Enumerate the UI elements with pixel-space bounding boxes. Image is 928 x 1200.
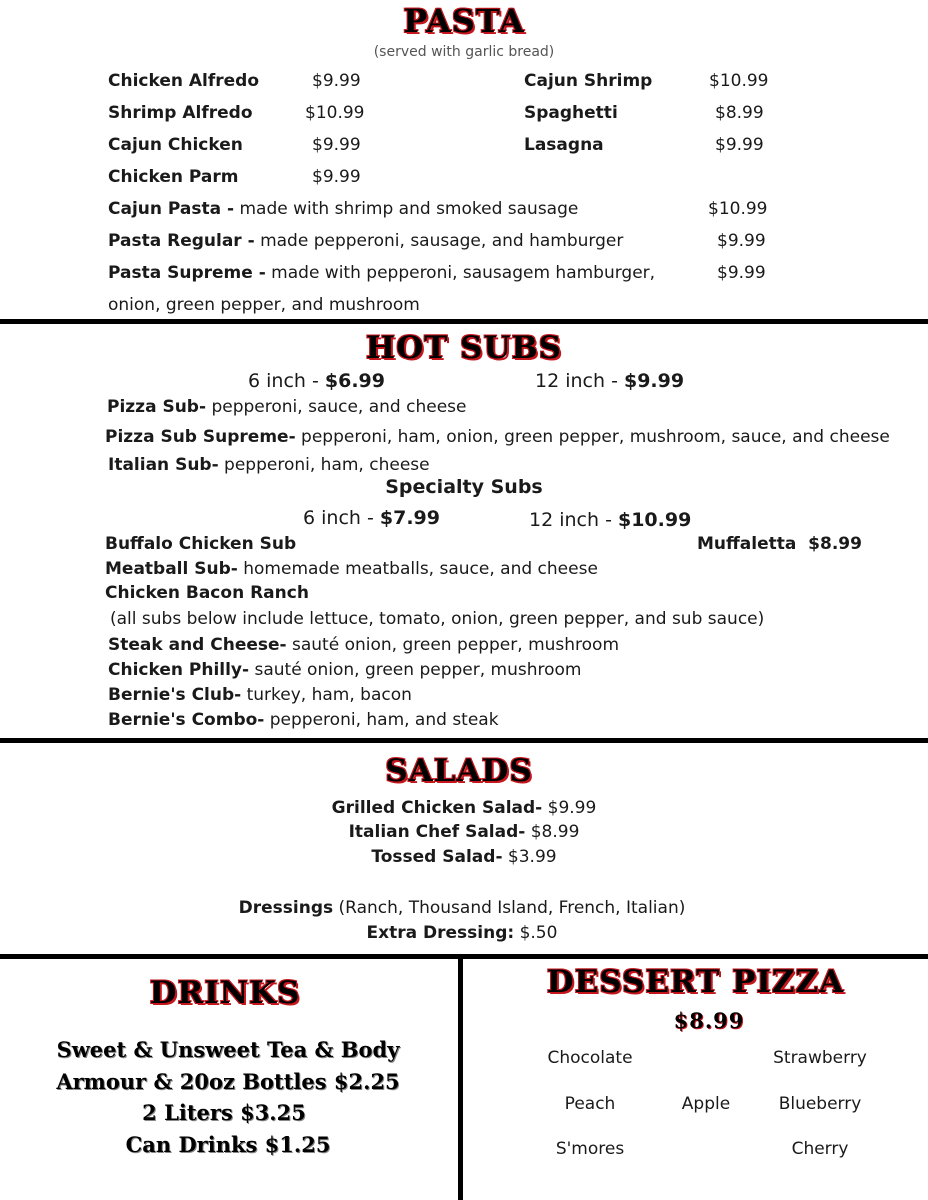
pasta-special-price: $9.99 [717,263,766,283]
pasta-special-desc: made pepperoni, sausage, and hamburger [254,231,624,251]
pasta-note: (served with garlic bread) [373,44,555,60]
sub-item-name: Pizza Sub- [107,397,207,417]
salad-item-name: Tossed Salad- [371,847,503,867]
salads-title: SALADS [385,753,533,789]
hot-subs-title: HOT SUBS [365,330,563,366]
pasta-item-price: $9.99 [312,135,361,155]
sub-item-name: Bernie's Combo- [108,710,265,730]
sub-size-price: $6.99 [324,370,385,392]
dessert-flavor: Chocolate [547,1048,633,1068]
pasta-item-price: $10.99 [709,71,769,91]
sub-item-desc: pepperoni, ham, onion, green pepper, mushroom, sauce, and cheese [295,427,890,447]
drinks-line: Can Drinks $1.25 [125,1132,331,1157]
subs-note: (all subs below include lettuce, tomato, onion, green pepper, and sub sauce) [110,609,765,629]
sub-item-bacon-ranch: Chicken Bacon Ranch [105,583,309,603]
dessert-flavor: Blueberry [778,1094,862,1114]
pasta-item-name: Chicken Alfredo [108,71,260,91]
sub-item [105,427,890,447]
pasta-item-price: $10.99 [305,103,365,123]
dressings-line [0,898,924,918]
pasta-item-name: Spaghetti [524,103,618,123]
salad-item-price: $8.99 [525,822,580,842]
sub-item [108,455,430,475]
pasta-special-name: Pasta Regular - [108,231,255,251]
sub-item-name: Italian Sub- [108,455,219,475]
pasta-item-name: Lasagna [524,135,604,155]
sub-size-price: $10.99 [617,509,692,531]
salad-item-price: $9.99 [542,798,597,818]
salad-item-price: $3.99 [502,847,557,867]
pasta-special [108,231,623,251]
salad-item-name: Italian Chef Salad- [348,822,526,842]
sub-item [108,660,581,680]
dessert-flavor: Strawberry [773,1048,867,1068]
section-divider [0,319,928,324]
sub-item-muffaletta: Muffaletta $8.99 [697,534,862,554]
drinks-title: DRINKS [149,975,301,1011]
sub-item [107,397,466,417]
pasta-special-price: $9.99 [717,231,766,251]
dessert-pizza-title: DESSERT PIZZA [546,964,845,1000]
pasta-special-name: Pasta Supreme - [108,263,266,283]
pasta-special-name: Cajun Pasta - [108,199,235,219]
drinks-line: 2 Liters $3.25 [142,1100,306,1125]
sub-item-name: Chicken Philly- [108,660,250,680]
sub-item [108,635,619,655]
pasta-special-price: $10.99 [708,199,768,219]
sub-item [105,559,598,579]
specialty-size-6 [303,507,440,529]
sub-size-label: 12 inch - [535,370,624,392]
drinks-line: Armour & 20oz Bottles $2.25 [56,1069,400,1094]
section-divider [0,954,928,959]
salad-item [0,822,928,842]
pasta-special [108,199,578,219]
dessert-flavor: Cherry [791,1139,849,1159]
sub-item-desc: pepperoni, ham, and steak [264,710,499,730]
sub-item [108,710,499,730]
pasta-special-desc: made with shrimp and smoked sausage [234,199,579,219]
sub-item [108,685,412,705]
dessert-flavor: Peach [564,1094,616,1114]
pasta-title: PASTA [403,2,525,40]
sub-item-desc: pepperoni, sauce, and cheese [206,397,467,417]
salad-item [0,798,928,818]
sub-item-desc: sauté onion, green pepper, mushroom [286,635,620,655]
pasta-item-name: Cajun Shrimp [524,71,653,91]
sub-size-12 [535,370,684,392]
sub-item-desc: homemade meatballs, sauce, and cheese [237,559,598,579]
pasta-item-name: Chicken Parm [108,167,239,187]
pasta-item-price: $9.99 [715,135,764,155]
sub-item-name: Meatball Sub- [105,559,238,579]
section-divider [0,738,928,743]
sub-size-price: $7.99 [379,507,440,529]
specialty-subs-title: Specialty Subs [385,476,543,498]
dessert-flavor: S'mores [555,1139,625,1159]
sub-item-name: Steak and Cheese- [108,635,287,655]
sub-size-label: 12 inch - [529,509,618,531]
pasta-item-name: Shrimp Alfredo [108,103,253,123]
sub-size-price: $9.99 [623,370,685,392]
pasta-special-desc: made with pepperoni, sausagem hamburger, [265,263,656,283]
pasta-special [108,263,655,283]
sub-item-name: Bernie's Club- [108,685,242,705]
pasta-item-price: $8.99 [715,103,764,123]
extra-dressing-line [0,923,924,943]
salad-item-name: Grilled Chicken Salad- [331,798,543,818]
sub-item-name: Pizza Sub Supreme- [105,427,296,447]
dessert-flavor: Apple [681,1094,731,1114]
sub-item-desc: sauté onion, green pepper, mushroom [249,660,582,680]
pasta-item-price: $9.99 [312,167,361,187]
specialty-size-12 [529,509,691,531]
dessert-pizza-price: $8.99 [673,1008,745,1033]
dressings-label: Dressings [238,898,334,918]
dressings-list: (Ranch, Thousand Island, French, Italian) [333,898,686,918]
sub-size-label: 6 inch - [248,370,325,392]
salad-item [0,847,928,867]
extra-dressing-price: $.50 [514,923,558,943]
sub-size-label: 6 inch - [303,507,380,529]
sub-item-desc: pepperoni, ham, cheese [218,455,430,475]
extra-dressing-label: Extra Dressing: [366,923,515,943]
sub-item-buffalo: Buffalo Chicken Sub [105,534,297,554]
sub-item-desc: turkey, ham, bacon [241,685,412,705]
pasta-item-name: Cajun Chicken [108,135,243,155]
drinks-line: Sweet & Unsweet Tea & Body [56,1037,400,1062]
pasta-special-continued: onion, green pepper, and mushroom [108,295,420,315]
sub-size-6 [248,370,385,392]
pasta-item-price: $9.99 [312,71,361,91]
